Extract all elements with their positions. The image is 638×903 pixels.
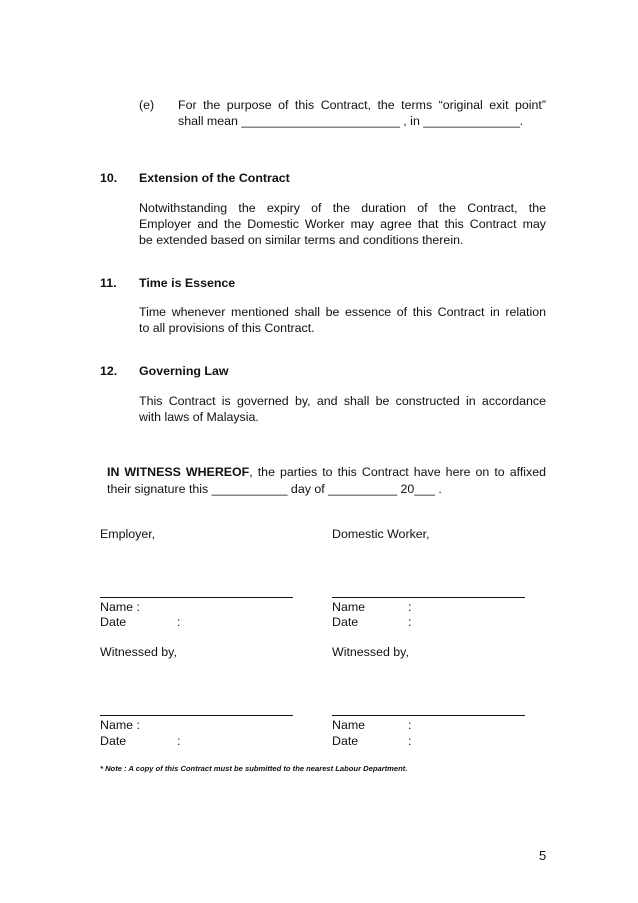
section-12-line1: This Contract is governed by, and shall be constructed in accordance [139, 394, 546, 408]
section-10-number: 10. [100, 171, 118, 185]
witness-left-signature-line [100, 715, 293, 716]
section-11-title: Time is Essence [139, 276, 236, 290]
employer-name-label: Name : [100, 600, 140, 614]
employer-date-colon: : [177, 615, 181, 629]
section-10-line2: Employer and the Domestic Worker may agree that this Contract may [139, 217, 546, 231]
worker-name-colon: : [408, 600, 412, 614]
clause-e-line2: shall mean _______________________ , in ______________. [178, 114, 524, 128]
clause-e-marker: (e) [139, 98, 155, 112]
footnote: * Note : A copy of this Contract must be submitted to the nearest Labour Department. [100, 764, 408, 773]
witness-left-date-colon: : [177, 734, 181, 748]
witness-left-date-label: Date [100, 734, 127, 748]
clause-e-line1: For the purpose of this Contract, the terms “original exit point” [178, 98, 546, 112]
witness-right-date-label: Date [332, 734, 359, 748]
section-10-line1: Notwithstanding the expiry of the duration of the Contract, the [139, 201, 546, 215]
worker-signature-line [332, 597, 525, 598]
section-10-line3: be extended based on similar terms and conditions therein. [139, 233, 464, 247]
witness-line1 [107, 464, 546, 480]
section-12-line2: with laws of Malaysia. [139, 410, 259, 424]
witness-bold-lead: IN WITNESS WHEREOF [107, 465, 250, 479]
witnessed-by-right: Witnessed by, [332, 645, 409, 659]
worker-name-label: Name [332, 600, 366, 614]
section-12-title: Governing Law [139, 364, 229, 378]
section-12-number: 12. [100, 364, 118, 378]
domestic-worker-label: Domestic Worker, [332, 527, 430, 541]
section-11-line1: Time whenever mentioned shall be essence of this Contract in relation [139, 305, 546, 319]
witness-right-name-label: Name [332, 718, 366, 732]
employer-label: Employer, [100, 527, 156, 541]
worker-date-colon: : [408, 615, 412, 629]
worker-date-label: Date [332, 615, 359, 629]
section-11-number: 11. [100, 276, 117, 290]
section-11-line2: to all provisions of this Contract. [139, 321, 315, 335]
witness-left-name-label: Name : [100, 718, 140, 732]
section-10-title: Extension of the Contract [139, 171, 290, 185]
employer-signature-line [100, 597, 293, 598]
witness-right-name-colon: : [408, 718, 412, 732]
employer-date-label: Date [100, 615, 127, 629]
page-number: 5 [539, 848, 547, 863]
witness-right-date-colon: : [408, 734, 412, 748]
witness-line1-rest: , the parties to this Contract have here on to affixed [249, 465, 546, 479]
witness-right-signature-line [332, 715, 525, 716]
witnessed-by-left: Witnessed by, [100, 645, 177, 659]
witness-line2: their signature this ___________ day of __________ 20___ . [107, 482, 442, 496]
